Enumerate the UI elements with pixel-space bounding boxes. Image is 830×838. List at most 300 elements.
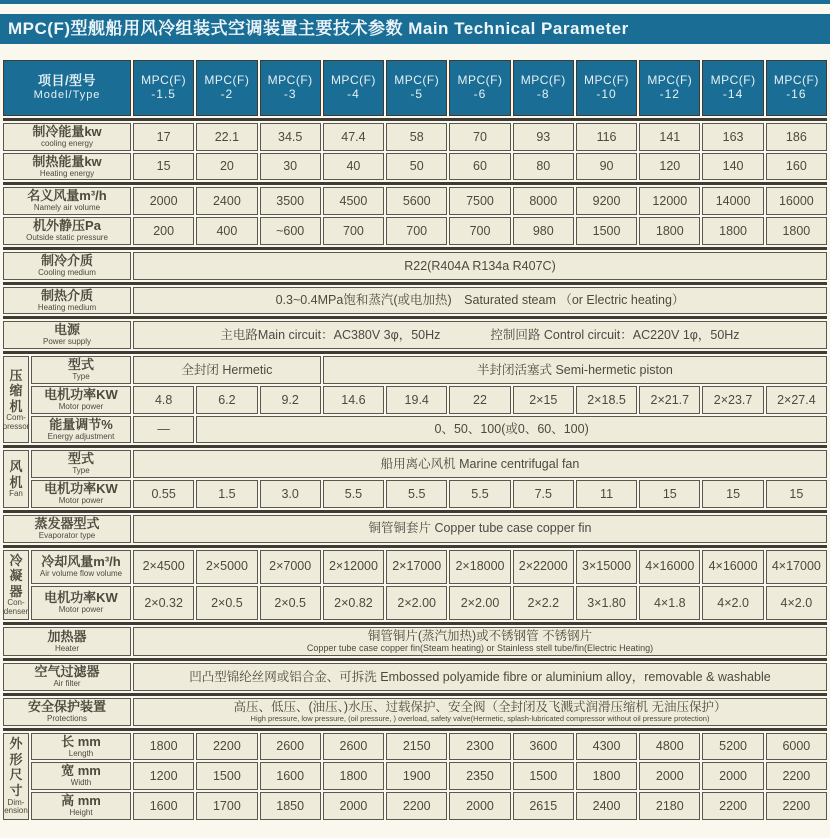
- cell-value: 2×27.4: [777, 392, 816, 407]
- table-cell: [702, 762, 763, 790]
- table-cell: [323, 733, 384, 761]
- model-size: -6: [473, 87, 487, 101]
- table-cell: [260, 217, 321, 245]
- table-cell: [196, 550, 257, 584]
- row-label-en: Motor power: [58, 496, 104, 506]
- cell-value: 3×15000: [582, 559, 632, 574]
- cell-subtext: High pressure, low pressure, (oil pressure, ) overload, safety valve(Hermetic, splash-lubricated compressor without oil pressure protection): [250, 714, 710, 724]
- table-cell: [766, 153, 827, 181]
- row-label: [31, 733, 131, 761]
- row-label: [3, 287, 131, 315]
- cell-value: 1800: [782, 223, 811, 238]
- table-cell: [196, 480, 257, 508]
- cell-value: 4×16000: [708, 559, 758, 574]
- cell-value: 17: [156, 129, 171, 144]
- cell-value: 0.55: [151, 486, 176, 501]
- section-divider: [3, 728, 827, 731]
- table-cell: [576, 762, 637, 790]
- cell-value: 1.5: [218, 486, 236, 501]
- table-cell: [766, 762, 827, 790]
- row-label-en: Heating medium: [37, 302, 97, 312]
- group-label-char: 器: [9, 583, 23, 599]
- column-header: [513, 60, 574, 116]
- cell-value: 2×2.00: [397, 595, 437, 610]
- cell-value: 2400: [212, 194, 241, 209]
- table-cell: [576, 123, 637, 151]
- column-header: [386, 60, 447, 116]
- model-size: -8: [536, 87, 550, 101]
- table-cell: [702, 386, 763, 414]
- table-cell: [766, 217, 827, 245]
- cell-value: 93: [536, 129, 551, 144]
- section-divider: [3, 445, 827, 448]
- cell-value: 2×15: [529, 392, 558, 407]
- cell-value: 34.5: [278, 129, 303, 144]
- model-name: MPC(F): [710, 73, 756, 88]
- cell-value: 15: [662, 486, 677, 501]
- section-divider: [3, 247, 827, 250]
- row-label: [31, 356, 131, 384]
- cell-value: 11: [600, 486, 614, 501]
- table-cell: [702, 733, 763, 761]
- table-cell: [323, 356, 827, 384]
- cell-value: 1500: [592, 223, 621, 238]
- row-label-zh: 安全保护装置: [27, 698, 106, 714]
- table-cell: [576, 187, 637, 215]
- group-label-en: Com-: [6, 413, 26, 423]
- cell-value: 2×18.5: [587, 392, 626, 407]
- table-cell: [133, 698, 827, 726]
- table-cell: [702, 187, 763, 215]
- cell-value: 4×17000: [771, 559, 821, 574]
- row-label: [3, 627, 131, 656]
- row-label-zh: 机外静压Pa: [33, 218, 101, 234]
- row-label-en: Air filter: [53, 679, 81, 689]
- cell-value: 2×18000: [455, 559, 505, 574]
- cell-value: 0.3~0.4MPa饱和蒸汽(或电加热) Saturated steam （or Electric heating）: [275, 293, 685, 308]
- column-header: [702, 60, 763, 116]
- cell-value: 3600: [529, 739, 558, 754]
- cell-value: 5.5: [344, 486, 363, 501]
- table-cell: [766, 480, 827, 508]
- cell-value: 5.5: [408, 486, 426, 501]
- table-cell: [513, 153, 574, 181]
- cell-value: 16000: [778, 194, 814, 209]
- cell-value: 186: [785, 129, 807, 144]
- cell-value: 400: [216, 223, 238, 238]
- table-cell: [449, 762, 510, 790]
- row-label-en: Motor power: [58, 604, 104, 614]
- table-cell: [196, 733, 257, 761]
- cell-value: 主电路Main circuit：AC380V 3φ，50Hz 控制回路 Control circuit：AC220V 1φ，50Hz: [220, 328, 740, 343]
- row-label-zh: 制冷介质: [40, 252, 93, 268]
- section-divider: [3, 510, 827, 513]
- table-cell: [576, 386, 637, 414]
- cell-value: 200: [153, 223, 175, 238]
- cell-value: 全封闭 Hermetic: [181, 362, 273, 377]
- table-cell: [260, 762, 321, 790]
- row-label-zh: 名义风量m³/h: [27, 188, 107, 204]
- row-label-en: Type: [72, 466, 90, 476]
- row-label-zh: 型式: [67, 357, 94, 373]
- cell-value: 2200: [782, 768, 811, 783]
- section-divider: [3, 118, 827, 121]
- table-section: [3, 321, 827, 349]
- group-label-char: 风: [9, 459, 23, 475]
- section-divider: [3, 658, 827, 661]
- column-header: [133, 60, 194, 116]
- group-label-char: 形: [9, 751, 23, 767]
- cell-value: 700: [343, 223, 364, 238]
- table-cell: [133, 321, 827, 349]
- cell-value: 1800: [339, 768, 368, 783]
- column-header: [260, 60, 321, 116]
- row-label-en: Length: [68, 748, 94, 758]
- table-section: [3, 698, 827, 726]
- row-label-zh: 制热介质: [40, 287, 93, 303]
- cell-value: 160: [785, 159, 807, 174]
- cell-value: 2×2.2: [527, 595, 560, 610]
- cell-value: 22.1: [214, 129, 240, 144]
- column-header: [766, 60, 827, 116]
- cell-value: ~600: [276, 223, 305, 238]
- table-cell: [133, 252, 827, 280]
- table-cell: [702, 480, 763, 508]
- cell-value: 1800: [719, 223, 747, 238]
- row-label: [31, 550, 131, 584]
- row-label: [3, 153, 131, 181]
- group-label-char: 压: [9, 367, 23, 383]
- table-cell: [449, 550, 510, 584]
- row-label-en: Width: [70, 778, 92, 788]
- cell-value: 1800: [592, 768, 621, 783]
- group-label-char: 外: [9, 736, 23, 752]
- model-name: MPC(F): [330, 73, 376, 88]
- cell-value: 58: [409, 129, 424, 144]
- group-label-char: 冷: [9, 552, 23, 568]
- table-cell: [449, 386, 510, 414]
- table-section: [3, 287, 827, 315]
- table-cell: [133, 153, 194, 181]
- group-label-char: 尺: [9, 767, 23, 783]
- cell-value: 2180: [655, 798, 684, 813]
- model-name: MPC(F): [584, 73, 630, 88]
- model-size: -4: [347, 87, 360, 101]
- table-cell: [766, 792, 827, 820]
- row-label: [31, 792, 131, 820]
- row-label-zh: 制热能量kw: [32, 153, 102, 169]
- model-name: MPC(F): [141, 73, 187, 88]
- group-label-char: 缩: [9, 383, 23, 399]
- corner-label-zh: 项目/型号: [37, 73, 97, 89]
- cell-value: 15: [789, 486, 804, 501]
- table-cell: [260, 153, 321, 181]
- model-name: MPC(F): [520, 73, 566, 88]
- cell-value: 141: [659, 129, 681, 144]
- cell-value: 2200: [782, 798, 811, 813]
- table-cell: [133, 416, 194, 444]
- cell-value: 4.8: [154, 392, 173, 407]
- table-cell: [196, 386, 257, 414]
- row-label-en: Heating energy: [39, 168, 95, 178]
- group-label-en: Dim-: [7, 797, 25, 807]
- group-label-en: Con-: [7, 598, 25, 608]
- group-label-char: 机: [9, 474, 23, 490]
- cell-value: —: [157, 422, 170, 437]
- parameters-table: [3, 60, 827, 820]
- table-cell: [386, 792, 447, 820]
- table-cell: [702, 153, 763, 181]
- table-cell: [133, 450, 827, 478]
- cell-value: 铜管铜片(蒸汽加热)或不锈钢管 不锈钢片: [367, 628, 593, 643]
- table-cell: [639, 217, 700, 245]
- cell-value: 2300: [466, 739, 494, 754]
- table-cell: [513, 792, 574, 820]
- model-name: MPC(F): [457, 73, 503, 88]
- cell-value: 2×23.7: [713, 392, 753, 407]
- cell-value: 4800: [655, 739, 684, 754]
- table-cell: [386, 187, 447, 215]
- table-cell: [639, 586, 700, 620]
- row-label-zh: 型式: [67, 451, 94, 467]
- table-cell: [513, 480, 574, 508]
- table-cell: [133, 356, 321, 384]
- table-cell: [449, 187, 510, 215]
- table-cell: [386, 480, 447, 508]
- table-cell: [386, 386, 447, 414]
- table-cell: [133, 792, 194, 820]
- row-label: [31, 416, 131, 444]
- table-cell: [133, 386, 194, 414]
- column-header: [639, 60, 700, 116]
- table-cell: [513, 550, 574, 584]
- cell-value: 140: [722, 159, 744, 174]
- cell-value: 12000: [652, 194, 688, 209]
- table-cell: [513, 123, 574, 151]
- table-cell: [133, 627, 827, 656]
- cell-value: 船用离心风机 Marine centrifugal fan: [380, 457, 580, 472]
- row-label: [3, 321, 131, 349]
- model-name: MPC(F): [204, 73, 250, 88]
- row-label-en: Evaporator type: [38, 530, 96, 540]
- table-cell: [133, 733, 194, 761]
- cell-value: 7500: [466, 194, 494, 209]
- row-label-zh: 冷却风量m³/h: [41, 553, 121, 569]
- section-divider: [3, 622, 827, 625]
- cell-value: 半封闭活塞式 Semi-hermetic piston: [476, 362, 673, 377]
- row-label-zh: 制冷能量kw: [32, 124, 102, 139]
- table-cell: [766, 550, 827, 584]
- cell-value: 1800: [655, 223, 684, 238]
- table-section: [3, 123, 827, 180]
- cell-value: 2×5000: [205, 559, 248, 574]
- group-label-en: pressor: [2, 422, 30, 432]
- table-cell: [260, 586, 321, 620]
- table-cell: [323, 792, 384, 820]
- table-cell: [639, 123, 700, 151]
- cell-value: 1700: [212, 798, 241, 813]
- cell-value: 2400: [592, 798, 621, 813]
- cell-value: 2×0.32: [144, 595, 183, 610]
- cell-value: 9200: [592, 194, 621, 209]
- row-label: [31, 480, 131, 508]
- cell-value: 2200: [212, 739, 241, 754]
- table-cell: [133, 480, 194, 508]
- row-label-zh: 加热器: [47, 628, 87, 644]
- table-cell: [639, 153, 700, 181]
- row-label-zh: 能量调节%: [49, 416, 113, 432]
- cell-value: 2600: [276, 739, 305, 754]
- column-header: [196, 60, 257, 116]
- table-cell: [196, 792, 257, 820]
- table-section: [3, 450, 827, 507]
- model-size: -2: [220, 87, 234, 101]
- cell-value: 6000: [782, 739, 811, 754]
- table-section: [3, 627, 827, 656]
- table-cell: [196, 586, 257, 620]
- model-name: MPC(F): [267, 73, 313, 88]
- cell-value: 3.0: [281, 486, 299, 501]
- section-divider: [3, 182, 827, 185]
- cell-value: 15: [726, 486, 741, 501]
- cell-value: 40: [346, 159, 361, 174]
- cell-value: 700: [469, 223, 491, 238]
- table-cell: [260, 480, 321, 508]
- cell-value: 2000: [719, 768, 747, 783]
- section-divider: [3, 545, 827, 548]
- cell-value: 4×1.8: [653, 595, 686, 610]
- model-name: MPC(F): [394, 73, 440, 88]
- table-cell: [386, 586, 447, 620]
- row-label-en: Power supply: [42, 337, 92, 347]
- table-cell: [449, 153, 510, 181]
- group-label: [3, 450, 29, 507]
- table-cell: [323, 386, 384, 414]
- table-cell: [766, 386, 827, 414]
- table-cell: [766, 586, 827, 620]
- cell-value: 2×21.7: [650, 392, 690, 407]
- table-corner-header: [3, 60, 131, 116]
- table-cell: [639, 550, 700, 584]
- cell-value: 70: [473, 129, 487, 144]
- table-cell: [702, 792, 763, 820]
- table-cell: [702, 217, 763, 245]
- table-cell: [513, 762, 574, 790]
- table-cell: [639, 762, 700, 790]
- cell-value: 2000: [339, 798, 368, 813]
- section-divider: [3, 282, 827, 285]
- model-size: -5: [410, 87, 424, 101]
- cell-value: 163: [722, 129, 744, 144]
- group-label-en: denser: [3, 607, 29, 617]
- table-cell: [323, 153, 384, 181]
- table-cell: [323, 586, 384, 620]
- cell-value: 19.4: [404, 392, 429, 407]
- cell-value: 4×16000: [645, 559, 695, 574]
- row-label-en: Heater: [54, 643, 79, 653]
- row-label: [3, 663, 131, 691]
- table-cell: [323, 217, 384, 245]
- cell-value: 90: [599, 159, 614, 174]
- table-cell: [260, 733, 321, 761]
- table-cell: [449, 733, 510, 761]
- cell-value: 1800: [149, 739, 178, 754]
- cell-value: 2615: [529, 798, 558, 813]
- group-label: [3, 356, 29, 443]
- cell-value: 980: [532, 223, 554, 238]
- table-section: [3, 733, 827, 820]
- section-divider: [3, 316, 827, 319]
- table-cell: [639, 386, 700, 414]
- table-cell: [196, 416, 827, 444]
- table-cell: [702, 550, 763, 584]
- table-cell: [133, 550, 194, 584]
- table-section: [3, 663, 827, 691]
- cell-subtext: Copper tube case copper fin(Steam heating) or Stainless stell tube/fin(Electric Heating): [306, 643, 654, 654]
- table-cell: [576, 480, 637, 508]
- cell-value: 2350: [466, 768, 494, 783]
- table-cell: [133, 287, 827, 315]
- table-cell: [133, 217, 194, 245]
- cell-value: 50: [409, 159, 424, 174]
- table-cell: [196, 762, 257, 790]
- cell-value: 3×1.80: [587, 595, 626, 610]
- table-cell: [386, 733, 447, 761]
- cell-value: R22(R404A R134a R407C): [404, 258, 556, 273]
- cell-value: 2×22000: [518, 559, 568, 574]
- table-section: [3, 187, 827, 244]
- table-cell: [386, 762, 447, 790]
- row-label: [3, 217, 131, 245]
- cell-value: 2200: [402, 798, 431, 813]
- table-cell: [576, 217, 637, 245]
- row-label: [31, 450, 131, 478]
- table-cell: [766, 123, 827, 151]
- table-cell: [133, 663, 827, 691]
- table-cell: [133, 187, 194, 215]
- table-cell: [513, 733, 574, 761]
- table-cell: [702, 123, 763, 151]
- model-size: -3: [283, 87, 297, 101]
- table-cell: [513, 386, 574, 414]
- table-cell: [133, 762, 194, 790]
- table-cell: [513, 586, 574, 620]
- table-cell: [386, 123, 447, 151]
- cell-value: 2×17000: [392, 559, 442, 574]
- table-cell: [260, 550, 321, 584]
- row-label-zh: 宽 mm: [61, 763, 101, 779]
- row-label-en: Protections: [46, 713, 88, 723]
- cell-value: 120: [659, 159, 681, 174]
- cell-value: 6.2: [218, 392, 236, 407]
- table-cell: [323, 480, 384, 508]
- cell-value: 4500: [339, 194, 368, 209]
- cell-value: 4×2.0: [780, 595, 813, 610]
- cell-value: 14000: [715, 194, 751, 209]
- table-cell: [196, 153, 257, 181]
- table-cell: [449, 792, 510, 820]
- table-cell: [260, 792, 321, 820]
- row-label-zh: 高 mm: [61, 793, 101, 809]
- table-section: [3, 356, 827, 443]
- cell-value: 0、50、100(或0、60、100): [434, 422, 589, 437]
- cell-value: 2×4500: [142, 559, 185, 574]
- group-label: [3, 733, 29, 820]
- table-cell: [702, 586, 763, 620]
- cell-value: 14.6: [341, 392, 366, 407]
- group-label-char: 寸: [9, 782, 23, 798]
- table-cell: [260, 187, 321, 215]
